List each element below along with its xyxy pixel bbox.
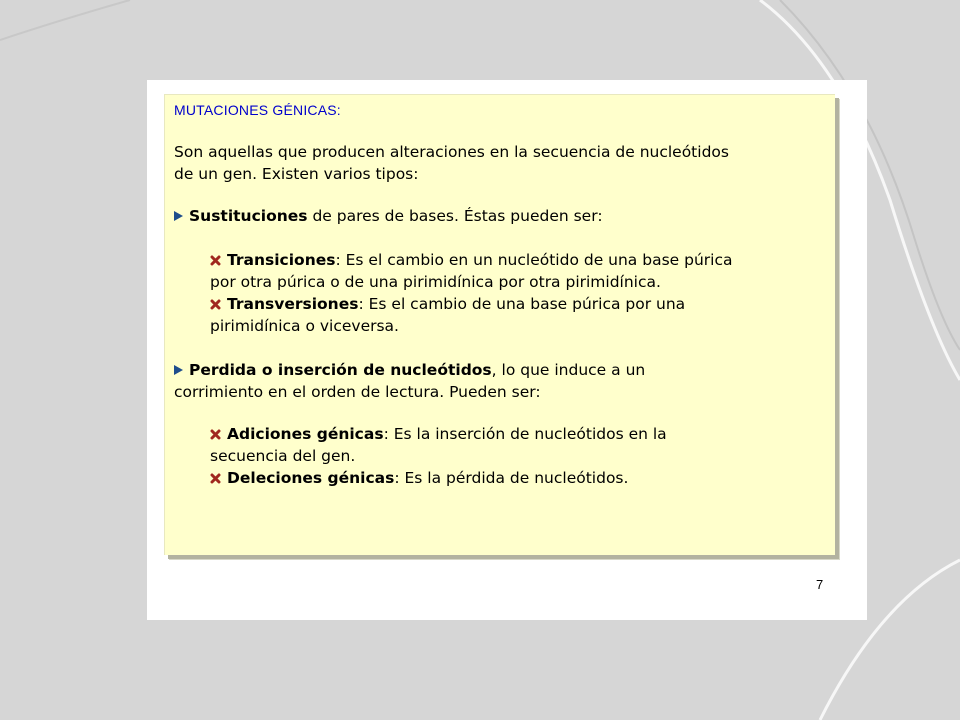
list-item-transversiones xyxy=(210,293,685,315)
item-title: Deleciones génicas xyxy=(227,469,395,487)
section-title: Perdida o inserción de nucleótidos xyxy=(189,361,492,379)
item-text: : Es la pérdida de nucleótidos. xyxy=(394,469,629,487)
item-title: Transversiones xyxy=(227,295,359,313)
x-mark-icon xyxy=(210,429,221,440)
slide-heading: MUTACIONES GÉNICAS: xyxy=(174,102,341,118)
item-text: : Es la inserción de nucleótidos en la xyxy=(383,425,667,443)
section-text: de pares de bases. Éstas pueden ser: xyxy=(307,207,603,225)
yellow-note-box xyxy=(164,94,835,555)
item-title: Transiciones xyxy=(227,251,336,269)
triangle-arrow-icon xyxy=(174,211,183,221)
triangle-arrow-icon xyxy=(174,365,183,375)
x-mark-icon xyxy=(210,473,221,484)
section-perdida-line2: corrimiento en el orden de lectura. Pueden ser: xyxy=(174,383,541,401)
page-number: 7 xyxy=(816,577,824,592)
item-text: : Es el cambio de una base púrica por una xyxy=(358,295,686,313)
item-text: : Es el cambio en un nucleótido de una base púrica xyxy=(335,251,733,269)
x-mark-icon xyxy=(210,255,221,266)
list-item-transiciones xyxy=(210,249,732,271)
list-item-transversiones-line2: pirimidínica o viceversa. xyxy=(210,317,399,335)
list-item-deleciones xyxy=(210,467,628,489)
list-item-transiciones-line2: por otra púrica o de una pirimidínica por otra pirimidínica. xyxy=(210,273,661,291)
list-item-adiciones-line2: secuencia del gen. xyxy=(210,447,356,465)
intro-line-2: de un gen. Existen varios tipos: xyxy=(174,165,419,183)
intro-line-1: Son aquellas que producen alteraciones en la secuencia de nucleótidos xyxy=(174,143,729,161)
item-title: Adiciones génicas xyxy=(227,425,384,443)
slide-page xyxy=(147,80,867,620)
section-title: Sustituciones xyxy=(189,207,308,225)
section-sustituciones xyxy=(174,205,603,227)
section-perdida-insercion xyxy=(174,359,645,381)
list-item-adiciones xyxy=(210,423,667,445)
x-mark-icon xyxy=(210,299,221,310)
section-text: , lo que induce a un xyxy=(491,361,646,379)
